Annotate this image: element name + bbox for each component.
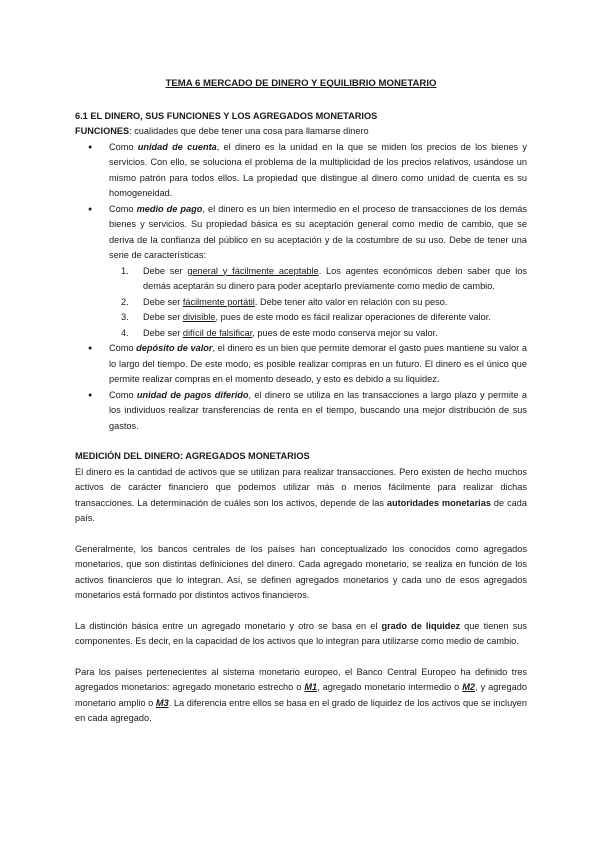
paragraph-4: [75, 665, 527, 727]
item-number: 3.: [121, 312, 129, 322]
text: La distinción básica entre un agregado monetario y otro se basa en el: [75, 620, 382, 631]
section-2-heading: MEDICIÓN DEL DINERO: AGREGADOS MONETARIOS: [75, 451, 310, 461]
bold-term: grado de liquidez: [381, 620, 461, 631]
text: de cada país.: [75, 497, 528, 523]
spacer: [75, 527, 527, 542]
text: . La diferencia entre ellos se basa en el grado de liquidez de los activos que se incluyen en cada agregado.: [75, 697, 527, 723]
item-prefix: Debe ser: [143, 296, 183, 307]
item-text: , pues de este modo es fácil realizar operaciones de diferente valor.: [215, 312, 491, 322]
item-number: 2.: [121, 296, 129, 307]
bullet-prefix: Como: [109, 141, 138, 152]
bold-term: autoridades monetarias: [386, 497, 491, 508]
term-m2: M2: [462, 682, 476, 692]
bullet-prefix: Como: [109, 389, 137, 400]
bullet-text: , el dinero es la unidad en la que se miden los precios de los bienes y servicios. Con ello, se soluciona el problema de la multiplicidad de los precios relativos, usándose un mismo patrón para todos ellos. La propiedad que distingue al dinero como unidad de cuenta es su homogeneidad.: [109, 141, 527, 198]
term-unidad-de-pagos-diferido: unidad de pagos diferido: [136, 389, 249, 400]
paragraph-1: [75, 465, 527, 527]
item-text: . Debe tener alto valor en relación con su peso.: [254, 296, 448, 307]
text: que tienen sus componentes. Es decir, en la capacidad de los activos que lo integran para utilizarse como medio de cambio.: [75, 620, 528, 646]
item-underlined: fácilmente portátil: [182, 296, 255, 307]
funciones-text: : cualidades que debe tener una cosa para llamarse dinero: [129, 126, 369, 136]
caracteristica-item: [109, 310, 527, 326]
funciones-list: [75, 140, 527, 435]
item-number: 1.: [121, 265, 129, 276]
item-prefix: Debe ser: [143, 327, 183, 338]
bullet-text: , el dinero se utiliza en las transacciones a largo plazo y permite a los individuos realizar transferencias de renta en el tiempo, buscando una mejor distribución de sus gastos.: [109, 389, 527, 431]
document-title: TEMA 6 MERCADO DE DINERO Y EQUILIBRIO MONETARIO: [165, 78, 437, 89]
caracteristicas-list: [109, 264, 527, 342]
text: , agregado monetario intermedio o: [317, 682, 463, 692]
bullet-unidad-de-cuenta: [75, 140, 527, 202]
item-underlined: general y fácilmente aceptable: [187, 265, 319, 276]
caracteristica-item: [109, 326, 527, 342]
item-prefix: Debe ser: [143, 265, 188, 276]
item-text: , pues de este modo conserva mejor su valor.: [252, 327, 438, 338]
caracteristica-item: [109, 295, 527, 311]
text: , y agregado monetario amplio o: [75, 682, 527, 708]
paragraph-3: [75, 619, 527, 650]
item-prefix: Debe ser: [143, 312, 183, 322]
section-1-heading: 6.1 EL DINERO, SUS FUNCIONES Y LOS AGREGADOS MONETARIOS: [75, 110, 378, 121]
funciones-label: FUNCIONES: [75, 126, 130, 136]
term-deposito-de-valor: depósito de valor: [136, 343, 213, 353]
bullet-prefix: Como: [109, 203, 137, 214]
bullet-text: , el dinero es un bien que permite demorar el gasto pues mantiene su valor a lo largo del tiempo. De este modo, es posible realizar compras en un futuro. El dinero es el único que permite realizar compras en el momento deseado, y esto es debido a su liquidez.: [109, 343, 527, 384]
item-underlined: difícil de falsificar: [182, 327, 253, 338]
term-unidad-de-cuenta: unidad de cuenta: [137, 141, 217, 152]
spacer: [75, 434, 527, 449]
bullet-medio-de-pago: [75, 202, 527, 342]
item-underlined: divisible: [182, 312, 216, 322]
caracteristica-item: [109, 264, 527, 295]
funciones-line: [75, 124, 527, 140]
bullet-text: , el dinero es un bien intermedio en el proceso de transacciones de los demás bienes y servicios. Su propiedad básica es su aceptación general como medio de cambio, que se deriva de la confianza del público en su aceptación y de la costumbre de su uso. Debe de tener una serie de características:: [109, 203, 527, 260]
document-page: [75, 76, 527, 727]
spacer: [75, 604, 527, 619]
text: Para los países pertenecientes al sistema monetario europeo, el Banco Central Europeo ha definido tres agregados monetarios: agregado monetario estrecho o: [75, 666, 527, 692]
text: El dinero es la cantidad de activos que se utilizan para realizar transacciones. Pero existen de hecho muchos activos de carácter financiero que podemos utilizar más o menos fácilmente para realizar dichas transacciones. La determinación de cuáles son los activos, depende de las: [75, 466, 527, 508]
term-m1: M1: [304, 682, 318, 692]
bullet-prefix: Como: [109, 343, 137, 353]
bullet-deposito-de-valor: [75, 341, 527, 388]
item-number: 4.: [121, 327, 129, 338]
bullet-unidad-de-pagos-diferido: [75, 388, 527, 435]
term-medio-de-pago: medio de pago: [136, 203, 203, 214]
item-text: . Los agentes económicos deben saber que los demás aceptarán su dinero para poder aceptarlo previamente como medio de cambio.: [143, 265, 527, 291]
paragraph-2: Generalmente, los bancos centrales de los países han conceptualizado los conocidos como agregados monetarios, que son distintas definiciones del dinero. Cada agregado monetario, se realiza en función de los activos financieros que lo integran. Así, se definen agregados monetarios y cada uno de esos agregados monetarios está formado por distintos activos financieros.: [75, 543, 527, 600]
spacer: [75, 650, 527, 665]
term-m3: M3: [155, 697, 169, 708]
